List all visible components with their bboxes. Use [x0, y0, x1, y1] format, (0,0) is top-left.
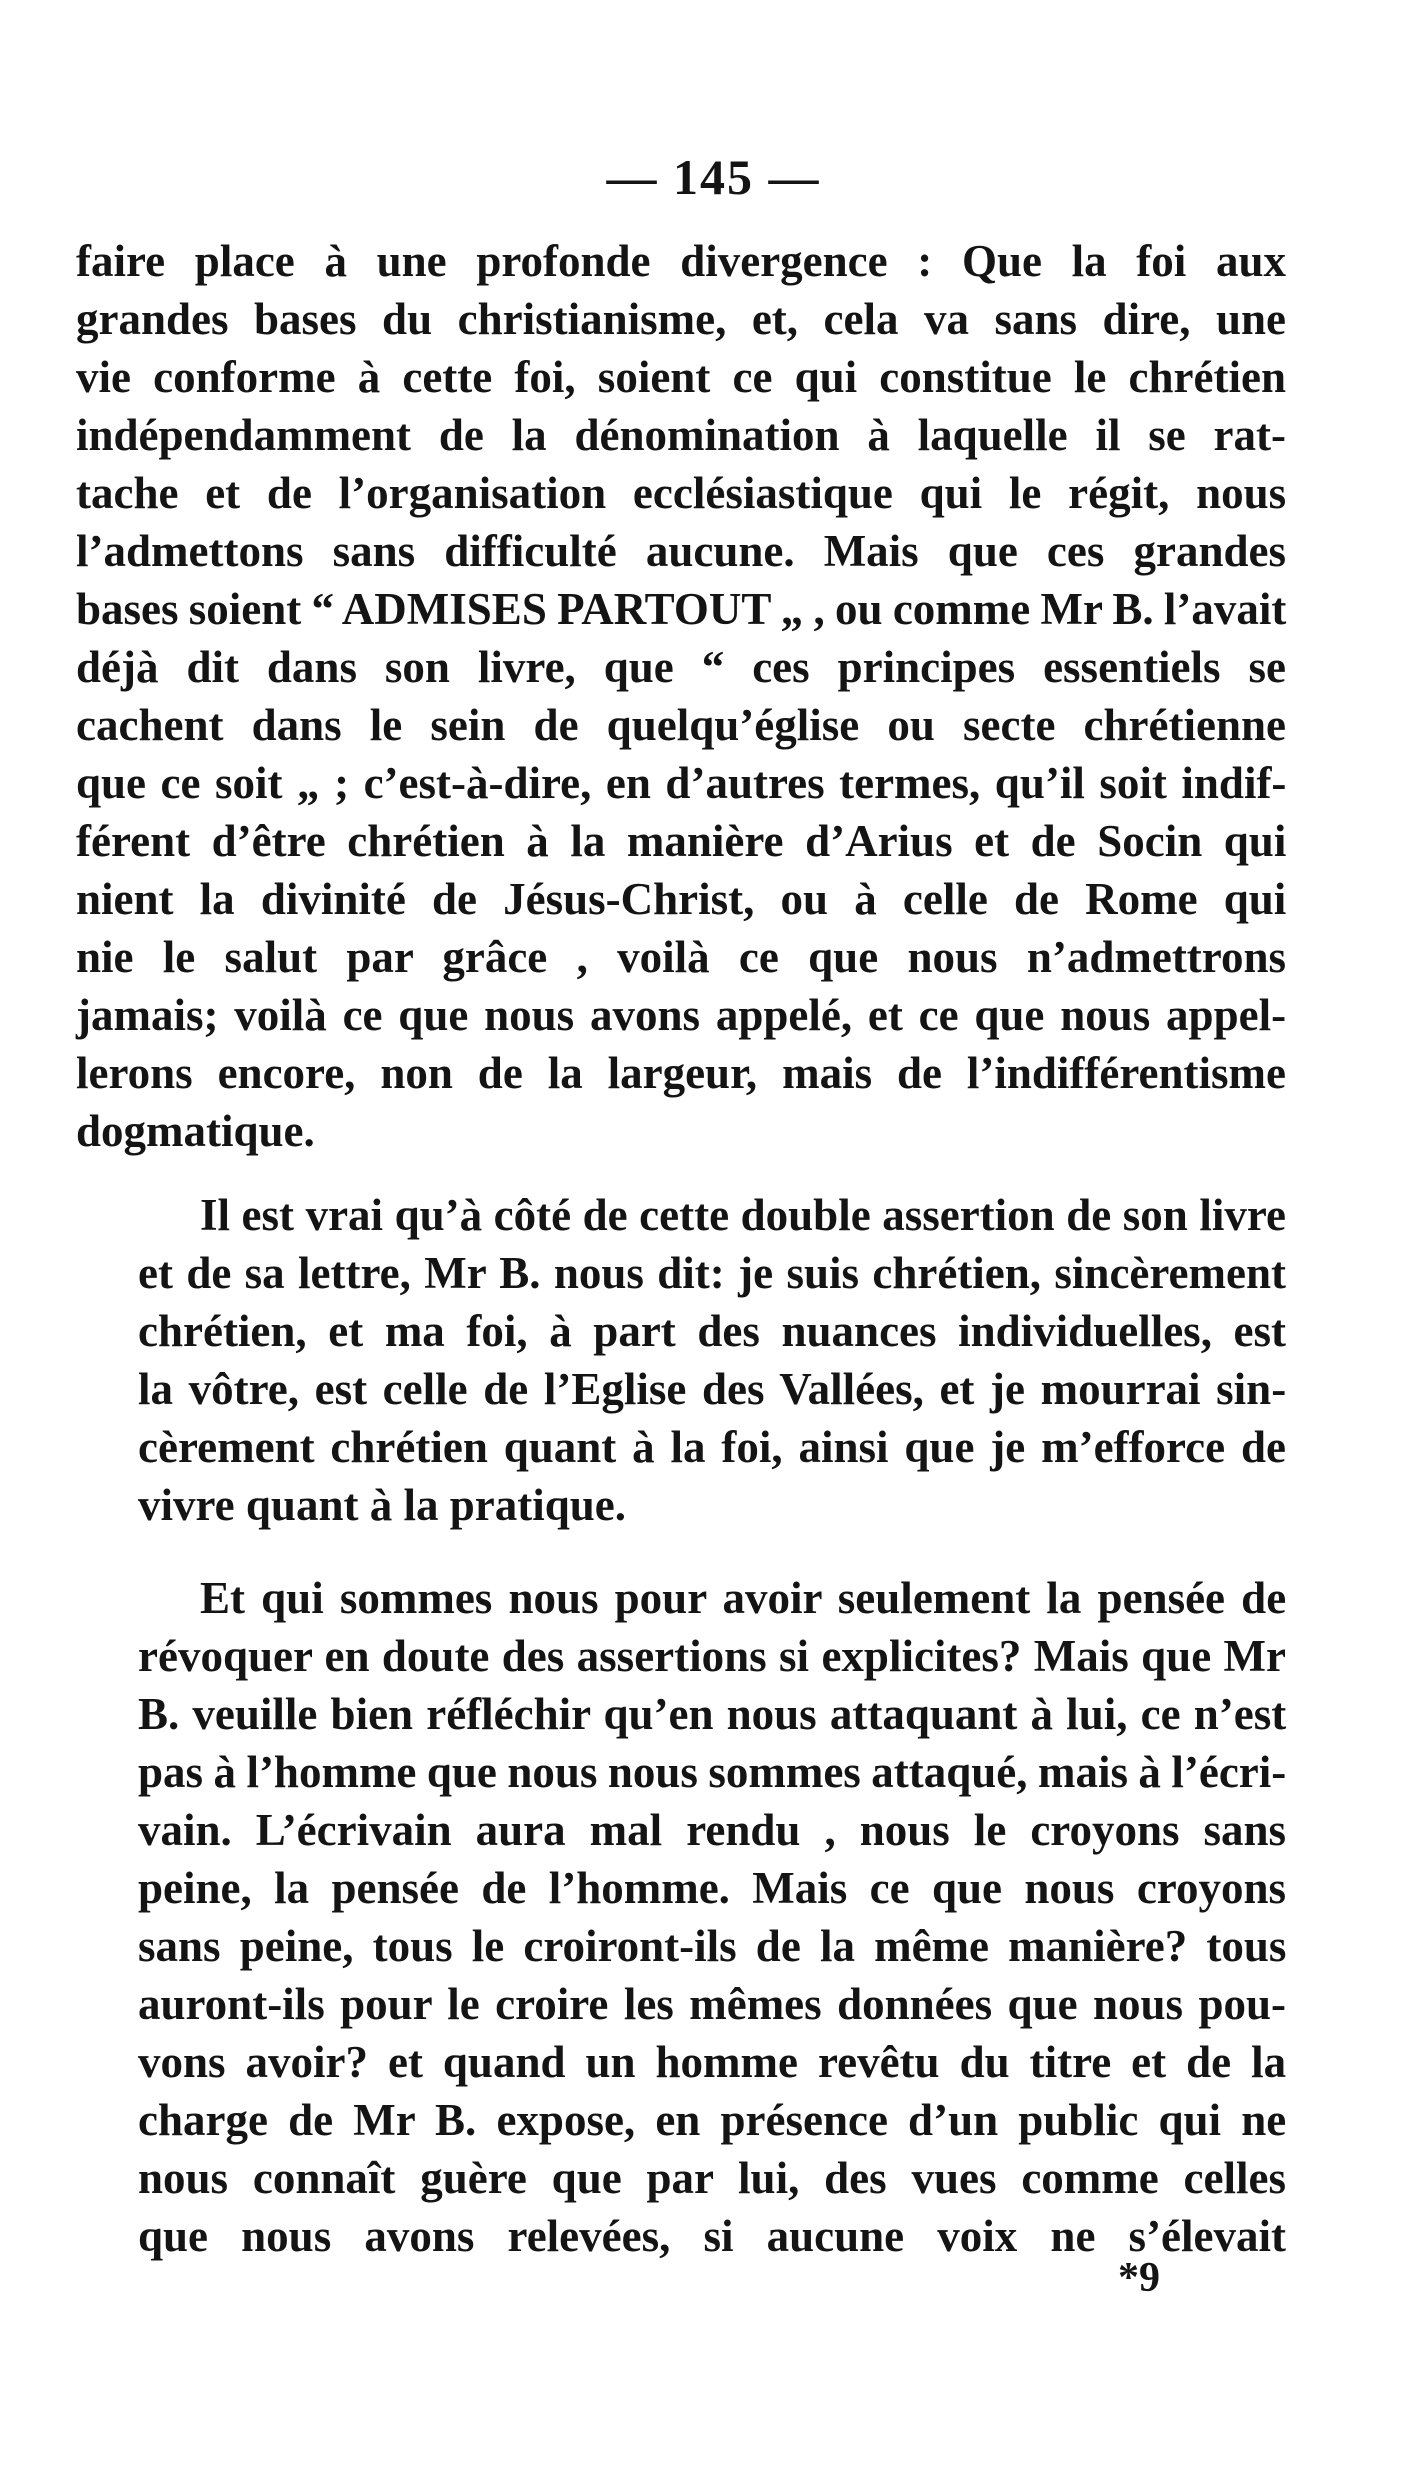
- text-line: cèrement chrétien quant à la foi, ainsi que je m’efforce de: [138, 1422, 1286, 1472]
- text-line: Et qui sommes nous pour avoir seulement la pensée de: [200, 1573, 1287, 1623]
- text-line: vons avoir? et quand un homme revêtu du titre et de la: [138, 2037, 1287, 2087]
- text-line: cachent dans le sein de quelqu’église ou secte chrétienne: [76, 700, 1286, 750]
- text-line: que ce soit „ ; c’est-à-dire, en d’autres termes, qu’il soit indif-: [76, 758, 1287, 808]
- text-line: nous connaît guère que par lui, des vues comme celles: [138, 2153, 1286, 2203]
- text-line: la vôtre, est celle de l’Eglise des Vallées, et je mourrai sin-: [138, 1364, 1287, 1414]
- text-line: vivre quant à la pratique.: [138, 1480, 626, 1530]
- text-line: révoquer en doute des assertions si explicites? Mais que Mr: [138, 1631, 1286, 1681]
- text-line: bases soient “ ADMISES PARTOUT „ , ou comme Mr B. l’avait: [76, 584, 1287, 634]
- text-line: vie conforme à cette foi, soient ce qui constitue le chrétien: [76, 352, 1286, 402]
- text-line: sans peine, tous le croiront-ils de la même manière? tous: [138, 1921, 1287, 1971]
- text-line: chrétien, et ma foi, à part des nuances individuelles, est: [138, 1306, 1286, 1356]
- text-line: faire place à une profonde divergence : Que la foi aux: [76, 236, 1286, 286]
- text-line: nie le salut par grâce , voilà ce que nous n’admettrons: [76, 932, 1286, 982]
- page-number: — 145 —: [606, 149, 821, 205]
- text-line: vain. L’écrivain aura mal rendu , nous le croyons sans: [138, 1805, 1287, 1855]
- text-line: Il est vrai qu’à côté de cette double assertion de son livre: [200, 1190, 1286, 1240]
- text-line: tache et de l’organisation ecclésiastique qui le régit, nous: [76, 468, 1287, 518]
- text-line: peine, la pensée de l’homme. Mais ce que nous croyons: [138, 1863, 1286, 1913]
- text-line: et de sa lettre, Mr B. nous dit: je suis chrétien, sincèrement: [138, 1248, 1286, 1298]
- text-line: jamais; voilà ce que nous avons appelé, et ce que nous appel-: [76, 990, 1287, 1040]
- paragraph-2: [76, 1186, 1286, 1534]
- text-line: déjà dit dans son livre, que “ ces principes essentiels se: [76, 642, 1286, 692]
- paragraph-3: [76, 1569, 1286, 2265]
- text-line: dogmatique.: [76, 1106, 315, 1156]
- text-line: indépendamment de la dénomination à laquelle il se rat-: [76, 410, 1286, 460]
- text-line: que nous avons relevées, si aucune voix ne s’élevait: [138, 2211, 1286, 2261]
- text-line: charge de Mr B. expose, en présence d’un public qui ne: [138, 2095, 1287, 2145]
- text-line: l’admettons sans difficulté aucune. Mais que ces grandes: [76, 526, 1287, 576]
- text-line: grandes bases du christianisme, et, cela va sans dire, une: [76, 294, 1286, 344]
- text-line: nient la divinité de Jésus-Christ, ou à celle de Rome qui: [76, 874, 1287, 924]
- signature-mark: *9: [1118, 2255, 1160, 2301]
- text-line: auront-ils pour le croire les mêmes données que nous pou-: [138, 1979, 1286, 2029]
- text-line: lerons encore, non de la largeur, mais de l’indifférentisme: [76, 1048, 1286, 1098]
- paragraph-1: [76, 232, 1286, 1160]
- text-line: férent d’être chrétien à la manière d’Arius et de Socin qui: [76, 816, 1287, 866]
- text-line: B. veuille bien réfléchir qu’en nous attaquant à lui, ce n’est: [138, 1689, 1287, 1739]
- text-line: pas à l’homme que nous nous sommes attaqué, mais à l’écri-: [138, 1747, 1287, 1797]
